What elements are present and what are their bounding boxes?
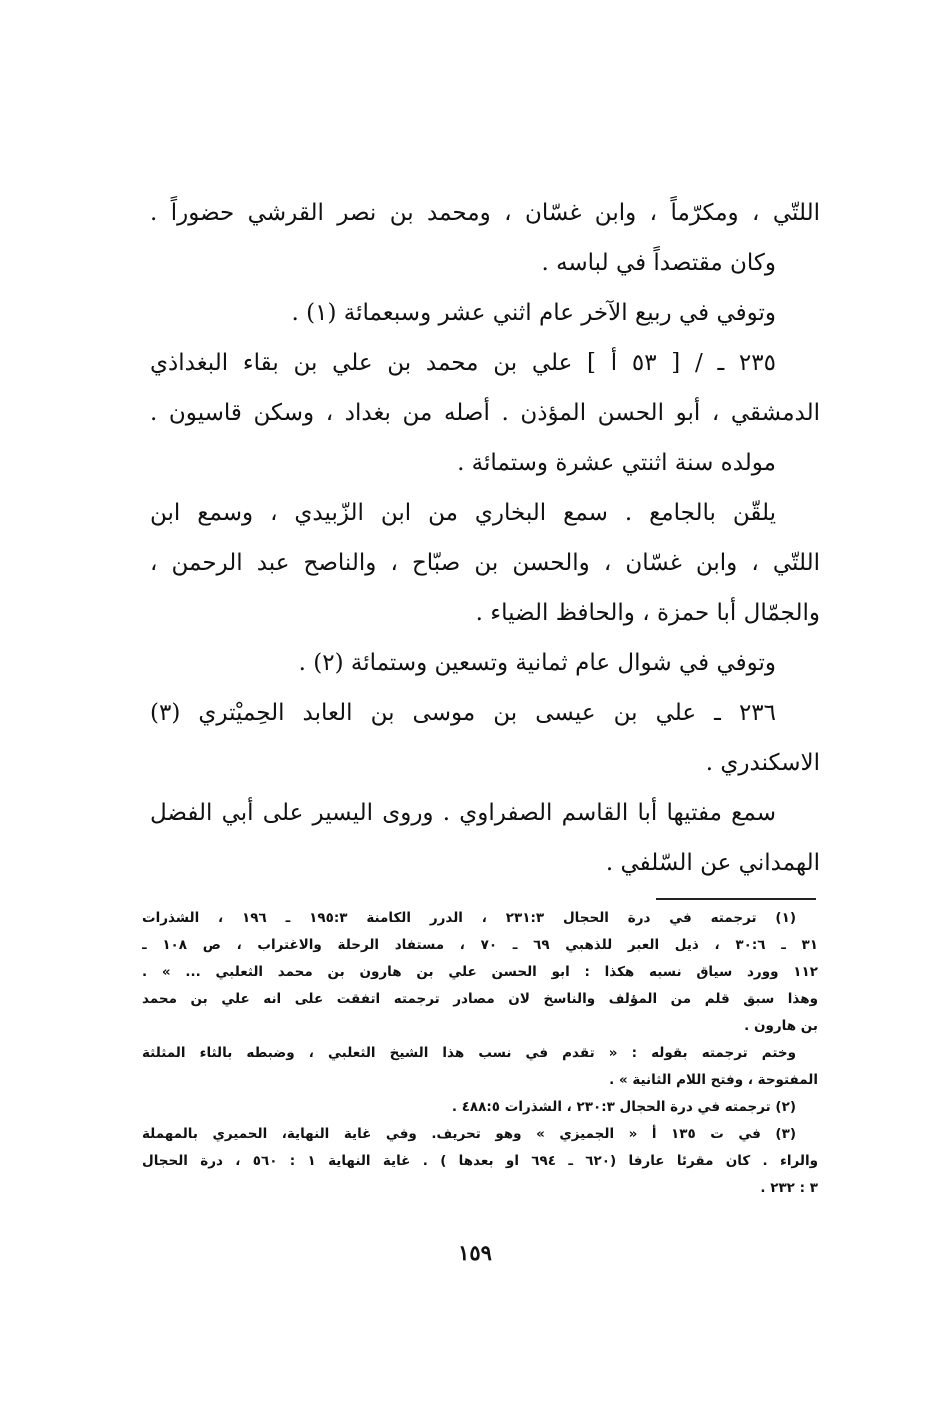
text-line: اللتّي ، وابن غسّان ، والحسن بن صبّاح ، والناصح عبد الرحمن ،	[150, 550, 820, 576]
text-line: الهمداني عن السّلفي .	[605, 850, 820, 876]
footnote-line: (١) ترجمته في درة الحجال ٢٣١:٣ ، الدرر الكامنة ١٩٥:٣ ـ ١٩٦ ، الشذرات	[142, 910, 797, 926]
footnote-line: وختم ترجمته بقوله : « تقدم في نسب هذا الشيخ الثعلبي ، وضبطه بالثاء المثلثة	[142, 1045, 796, 1061]
entry-heading-236: ٢٣٦ ـ علي بن عيسى بن موسى بن العابد الحِميْتري (٣)	[150, 700, 776, 726]
footnote-line: (٣) في ت ١٣٥ أ « الجميزي » وهو تحريف. وفي غاية النهاية، الحميري بالمهملة	[142, 1126, 796, 1142]
text-line: مولده سنة اثنتي عشرة وستمائة .	[457, 450, 776, 476]
text-line: وتوفي في ربيع الآخر عام اثني عشر وسبعمائة (١) .	[291, 300, 776, 326]
footnote-divider	[656, 898, 816, 900]
footnote-line: (٢) ترجمته في درة الحجال ٢٣٠:٣ ، الشذرات ٤٨٨:٥ .	[451, 1099, 796, 1115]
footnote-line: المفتوحة ، وفتح اللام الثانية » .	[609, 1072, 818, 1088]
text-line: اللتّي ، ومكرّماً ، وابن غسّان ، ومحمد بن نصر القرشي حضوراً .	[150, 200, 820, 226]
footnotes	[142, 905, 818, 1202]
text-line: يلقّن بالجامع . سمع البخاري من ابن الزّبيدي ، وسمع ابن	[150, 500, 776, 526]
text-line: وتوفي في شوال عام ثمانية وتسعين وستمائة (٢) .	[298, 650, 776, 676]
text-line: وكان مقتصداً في لباسه .	[541, 250, 776, 276]
footnote-line: بن هارون .	[744, 1018, 818, 1034]
entry-heading-235: ٢٣٥ ـ / [ ٥٣ أ ] علي بن محمد بن علي بن بقاء البغداذي	[150, 350, 776, 376]
footnote-line: والراء . كان مقرئا عارفا (٦٢٠ ـ ٦٩٤ او بعدها ) . غاية النهاية ١ : ٥٦٠ ، درة الحجال	[142, 1153, 818, 1169]
footnote-line: ٣ : ٢٣٢ .	[760, 1180, 818, 1196]
page-number: ١٥٩	[458, 1240, 492, 1265]
text-line: الاسكندري .	[705, 750, 820, 776]
main-text	[150, 188, 820, 888]
footnote-line: ١١٢ وورد سياق نسبه هكذا : ابو الحسن علي بن هارون بن محمد الثعلبي ... » .	[142, 964, 818, 980]
footnote-line: وهذا سبق قلم من المؤلف والناسخ لان مصادر ترجمته اتفقت على انه علي بن محمد	[142, 991, 818, 1007]
text-line: الدمشقي ، أبو الحسن المؤذن . أصله من بغداد ، وسكن قاسيون .	[150, 400, 820, 426]
text-line: سمع مفتيها أبا القاسم الصفراوي . وروى اليسير على أبي الفضل	[150, 800, 776, 826]
footnote-line: ٣١ ـ ٣٠:٦ ، ذيل العبر للذهبي ٦٩ ـ ٧٠ ، مستفاد الرحلة والاغتراب ، ص ١٠٨ ـ	[142, 937, 818, 953]
text-line: والجمّال أبا حمزة ، والحافظ الضياء .	[475, 600, 820, 626]
